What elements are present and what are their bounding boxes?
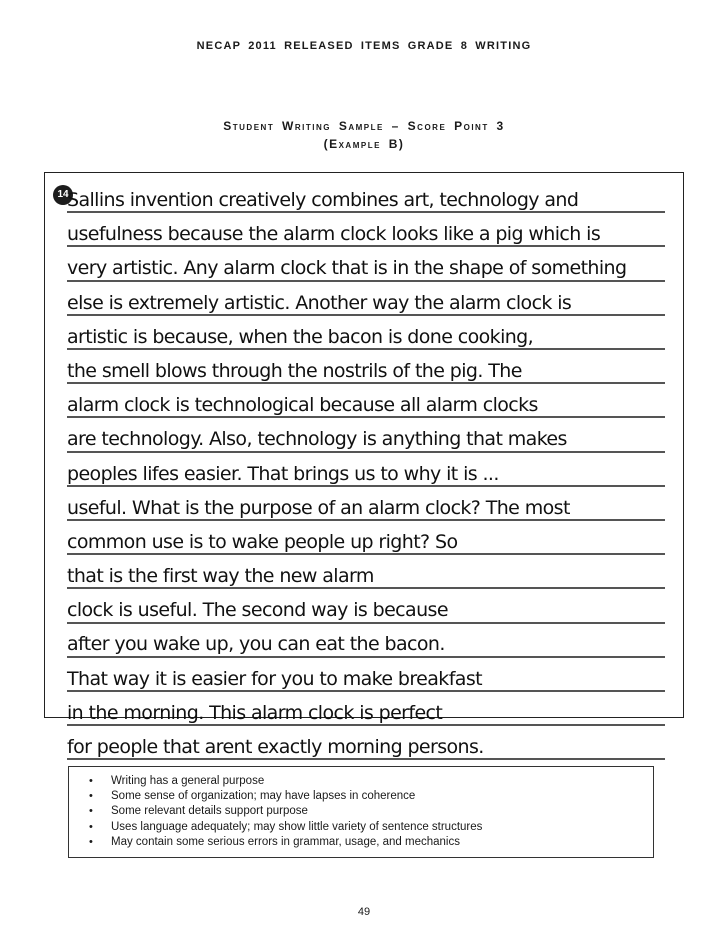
- handwritten-line: else is extremely artistic. Another way the alarm clock is: [67, 291, 572, 314]
- sample-heading: Student Writing Sample – Score Point 3: [223, 119, 505, 133]
- handwritten-line: That way it is easier for you to make breakfast: [67, 667, 482, 690]
- criteria-item: [89, 804, 653, 819]
- writing-sample-box: [44, 172, 684, 758]
- criteria-item: [89, 820, 653, 835]
- handwritten-line: very artistic. Any alarm clock that is in the shape of something: [67, 257, 627, 280]
- handwritten-line: artistic is because, when the bacon is done cooking,: [67, 325, 534, 348]
- handwritten-line: after you wake up, you can eat the bacon.: [67, 633, 445, 656]
- handwritten-line: Sallins invention creatively combines art, technology and: [67, 189, 579, 211]
- criteria-text: Some relevant details support purpose: [111, 805, 308, 818]
- bullet-icon: •: [89, 820, 93, 833]
- bullet-icon: •: [89, 775, 93, 787]
- bullet-icon: •: [89, 790, 93, 803]
- criteria-text: Some sense of organization; may have lapses in coherence: [111, 790, 416, 803]
- criteria-list: [69, 767, 653, 850]
- criteria-text: May contain some serious errors in grammar, usage, and mechanics: [111, 835, 460, 848]
- criteria-item: [89, 774, 653, 789]
- page-number: 49: [357, 906, 371, 918]
- item-number-badge: 14: [53, 185, 73, 205]
- criteria-text: Uses language adequately; may show little variety of sentence structures: [111, 820, 483, 833]
- handwritten-line: are technology. Also, technology is anything that makes: [67, 428, 567, 451]
- criteria-item: [89, 789, 653, 804]
- handwritten-line: peoples lifes easier. That brings us to why it is ...: [67, 462, 499, 485]
- handwritten-line: usefulness because the alarm clock looks like a pig which is: [67, 223, 601, 246]
- criteria-item: [89, 835, 653, 850]
- bullet-icon: •: [89, 835, 93, 848]
- bullet-icon: •: [89, 805, 93, 818]
- handwritten-line: clock is useful. The second way is because: [67, 599, 448, 622]
- handwritten-line: for people that arent exactly morning persons.: [67, 736, 484, 758]
- criteria-text: Writing has a general purpose: [111, 775, 265, 787]
- handwritten-line: alarm clock is technological because all alarm clocks: [67, 394, 538, 417]
- handwritten-line: the smell blows through the nostrils of the pig. The: [67, 359, 522, 382]
- handwritten-response: [67, 183, 665, 764]
- handwritten-line: that is the first way the new alarm: [67, 565, 374, 588]
- scoring-criteria-box: [68, 766, 654, 858]
- handwritten-line: common use is to wake people up right? So: [67, 530, 458, 553]
- handwritten-line: in the morning. This alarm clock is perfect: [67, 701, 443, 724]
- document-header: NECAP 2011 RELEASED ITEMS GRADE 8 WRITING: [196, 40, 532, 52]
- sample-heading-block: [0, 117, 728, 153]
- sample-example-label: (Example B): [323, 137, 405, 151]
- handwritten-line: useful. What is the purpose of an alarm clock? The most: [67, 496, 570, 519]
